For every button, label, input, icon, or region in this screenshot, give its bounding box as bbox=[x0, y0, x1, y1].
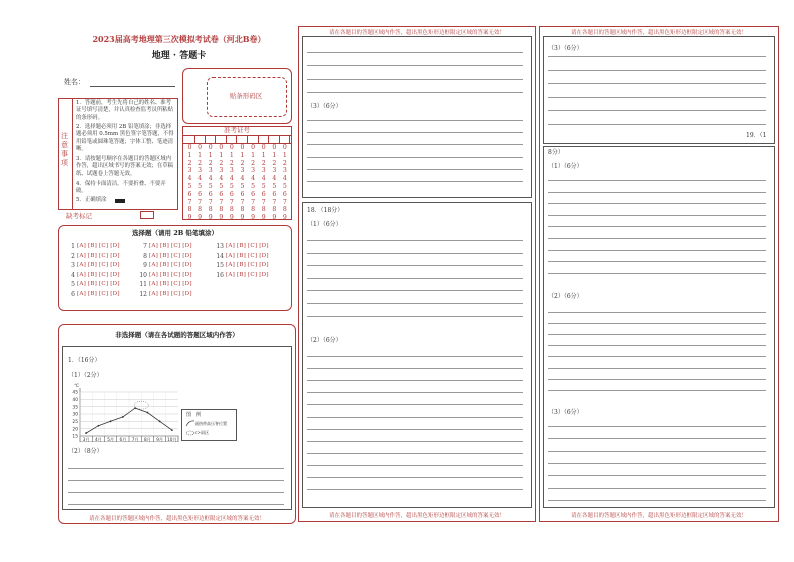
barcode-area bbox=[182, 68, 292, 124]
zkz-digit[interactable]: 3 bbox=[272, 167, 277, 175]
zkz-digit[interactable]: 0 bbox=[219, 144, 224, 151]
page-title: 2023届高考地理第三次模拟考试卷（河北B卷） bbox=[92, 34, 266, 44]
zkz-digit[interactable]: 3 bbox=[219, 167, 224, 175]
chart-xtick: 5月 bbox=[107, 436, 115, 442]
zkz-digit[interactable]: 8 bbox=[219, 206, 224, 214]
answer-line[interactable] bbox=[548, 312, 766, 313]
legend-item-2: c>雨区 bbox=[195, 430, 210, 435]
zkz-digit-column bbox=[238, 144, 247, 222]
col2-answer-area-b bbox=[302, 202, 532, 508]
answer-line[interactable] bbox=[548, 215, 766, 216]
answer-line[interactable] bbox=[548, 110, 766, 111]
zkz-digit[interactable]: 5 bbox=[282, 182, 287, 190]
answer-line[interactable] bbox=[307, 392, 523, 393]
answer-line[interactable] bbox=[548, 334, 766, 335]
answer-line[interactable] bbox=[307, 429, 523, 430]
zkz-digit[interactable]: 9 bbox=[272, 214, 277, 222]
choice-number: 4 bbox=[71, 271, 75, 279]
zkz-digit[interactable]: 1 bbox=[229, 151, 234, 159]
q19-3-label: （3）（6分） bbox=[548, 409, 583, 416]
chart-point bbox=[97, 425, 99, 427]
zkz-digit[interactable]: 2 bbox=[272, 159, 277, 167]
q19-label-a: 19．（1 bbox=[746, 132, 767, 139]
answer-line[interactable] bbox=[548, 426, 766, 427]
notice-item-1: 1．答题前，考生先将自己的姓名、准考证号填写清楚，并认真检查监考员所粘贴的条形码。 bbox=[76, 100, 174, 121]
zkz-digit[interactable]: 0 bbox=[272, 144, 277, 151]
zkz-digit[interactable]: 2 bbox=[219, 159, 224, 167]
answer-line[interactable] bbox=[548, 238, 766, 239]
chart-ylabel: ℃ bbox=[74, 384, 80, 389]
zkz-digit[interactable]: 4 bbox=[229, 175, 234, 183]
zkz-digit[interactable]: 3 bbox=[187, 167, 192, 175]
choice-title: 选择题（请用 2B 铅笔填涂） bbox=[131, 229, 219, 237]
zkz-digit[interactable]: 7 bbox=[240, 198, 245, 206]
answer-line[interactable] bbox=[548, 97, 766, 98]
chart-xtick: 9月 bbox=[156, 436, 164, 442]
zkz-digit[interactable]: 1 bbox=[251, 151, 256, 159]
zkz-digit[interactable]: 7 bbox=[282, 198, 287, 206]
zkz-digit[interactable]: 6 bbox=[187, 190, 192, 198]
notice-item-2: 2．选择题必须用 2B 铅笔填涂；非选择题必须用 0.5mm 黑色签字笔答题，不得用铅笔或圆珠笔答题；字体工整、笔迹清晰。 bbox=[76, 124, 174, 153]
absent-label: 缺考标记 bbox=[66, 212, 92, 220]
q1-label: 1．（16分） bbox=[68, 357, 101, 364]
answer-line[interactable] bbox=[548, 390, 766, 391]
answer-line[interactable] bbox=[548, 226, 766, 227]
zkz-digit[interactable]: 1 bbox=[198, 151, 203, 159]
answer-line[interactable] bbox=[548, 70, 766, 71]
zkz-input-cell[interactable] bbox=[185, 135, 195, 143]
zkz-digit[interactable]: 8 bbox=[187, 206, 192, 214]
climate-chart bbox=[66, 380, 186, 442]
zkz-digit[interactable]: 7 bbox=[198, 198, 203, 206]
chart-point bbox=[146, 412, 148, 414]
answer-line[interactable] bbox=[307, 441, 523, 442]
chart-point bbox=[85, 432, 87, 434]
zkz-digit[interactable]: 5 bbox=[208, 182, 213, 190]
notice-item-5: 5．正确填涂 bbox=[76, 197, 107, 203]
col3-answer-area-a bbox=[543, 36, 775, 144]
answer-line[interactable] bbox=[68, 468, 284, 469]
answer-line[interactable] bbox=[68, 480, 284, 481]
answer-line[interactable] bbox=[548, 356, 766, 357]
chart-xtick: 4月 bbox=[94, 436, 102, 442]
answer-line[interactable] bbox=[548, 124, 766, 125]
answer-line[interactable] bbox=[307, 92, 523, 93]
choice-number: 11 bbox=[139, 281, 147, 289]
answer-line[interactable] bbox=[548, 475, 766, 476]
zkz-digit[interactable]: 8 bbox=[240, 206, 245, 214]
choice-options[interactable]: [A] [B] [C] [D] bbox=[149, 243, 192, 249]
zkz-digit[interactable]: 4 bbox=[219, 175, 224, 183]
zkz-digit[interactable]: 1 bbox=[261, 151, 266, 159]
answer-line[interactable] bbox=[307, 169, 523, 170]
zkz-digit[interactable]: 7 bbox=[187, 198, 192, 206]
zkz-digit[interactable]: 8 bbox=[272, 206, 277, 214]
zkz-digit[interactable]: 2 bbox=[187, 159, 192, 167]
col2-q3-label: （3）（6分） bbox=[307, 103, 342, 110]
chart-point bbox=[171, 429, 173, 431]
answer-line[interactable] bbox=[307, 380, 523, 381]
zkz-digit-column bbox=[249, 144, 258, 222]
answer-line[interactable] bbox=[307, 265, 523, 266]
choice-options[interactable]: [A] [B] [C] [D] bbox=[149, 262, 192, 269]
choice-options[interactable]: [A] [B] [C] [D] bbox=[77, 262, 120, 269]
zkz-digit[interactable]: 4 bbox=[282, 175, 287, 183]
zkz-digit[interactable]: 5 bbox=[198, 182, 203, 190]
answer-line[interactable] bbox=[307, 477, 523, 478]
choice-options[interactable]: [A] [B] [C] [D] bbox=[226, 252, 269, 259]
zkz-digit[interactable]: 0 bbox=[240, 144, 245, 151]
col3-q3-label: （3）（6分） bbox=[548, 45, 583, 52]
q1-1-label: （1）（2分） bbox=[68, 372, 103, 379]
answer-line[interactable] bbox=[307, 253, 523, 254]
notice-label: 注意事项 bbox=[61, 132, 68, 167]
answer-line[interactable] bbox=[307, 144, 523, 145]
choice-number: 12 bbox=[139, 291, 147, 298]
zkz-digit[interactable]: 7 bbox=[208, 198, 213, 206]
choice-options[interactable]: [A] [B] [C] [D] bbox=[149, 281, 192, 288]
choice-number: 6 bbox=[71, 291, 75, 298]
zkz-digit[interactable]: 6 bbox=[272, 190, 277, 198]
zkz-digit[interactable]: 9 bbox=[219, 214, 224, 222]
zkz-digit[interactable]: 3 bbox=[198, 167, 203, 175]
zkz-digit[interactable]: 7 bbox=[251, 198, 256, 206]
answer-line[interactable] bbox=[307, 316, 523, 317]
zkz-digit[interactable]: 4 bbox=[198, 175, 203, 183]
q18-1-label: （1）（6分） bbox=[307, 221, 342, 228]
answer-line[interactable] bbox=[307, 120, 523, 121]
col3-bottom-note: 请在各题目的答题区域内作答，超出黑色矩形边框限定区域的答案无效！ bbox=[570, 513, 747, 519]
zkz-input-cell[interactable] bbox=[259, 135, 269, 143]
zkz-digit[interactable]: 5 bbox=[219, 182, 224, 190]
absent-mark-box[interactable] bbox=[140, 211, 154, 219]
legend-item-1: 副热带高压脊位置 bbox=[195, 421, 227, 426]
zkz-digit[interactable]: 5 bbox=[251, 182, 256, 190]
answer-line[interactable] bbox=[307, 157, 523, 158]
zkz-input-cell[interactable] bbox=[227, 135, 237, 143]
answer-line[interactable] bbox=[307, 417, 523, 418]
zkz-digit[interactable]: 2 bbox=[198, 159, 203, 167]
legend-rain-icon bbox=[185, 430, 195, 436]
zkz-digit[interactable]: 3 bbox=[261, 167, 266, 175]
chart-ytick: 15 bbox=[72, 434, 78, 440]
chart-point bbox=[110, 420, 112, 422]
answer-line[interactable] bbox=[548, 438, 766, 439]
name-field[interactable] bbox=[90, 86, 175, 87]
col2-bottom-note: 请在各题目的答题区域内作答，超出黑色矩形边框限定区域的答案无效！ bbox=[328, 513, 505, 519]
filled-sample bbox=[115, 199, 125, 203]
zkz-digit[interactable]: 2 bbox=[282, 159, 287, 167]
chart-xtick: 8月 bbox=[143, 436, 151, 442]
zkz-digit[interactable]: 5 bbox=[240, 182, 245, 190]
zkz-digit[interactable]: 6 bbox=[282, 190, 287, 198]
zkz-digit[interactable]: 0 bbox=[208, 144, 213, 151]
answer-line[interactable] bbox=[548, 192, 766, 193]
answer-line[interactable] bbox=[548, 345, 766, 346]
choice-options[interactable]: [A] [B] [C] [D] bbox=[149, 291, 192, 297]
answer-line[interactable] bbox=[307, 404, 523, 405]
zkz-digit-column bbox=[280, 144, 289, 222]
zkz-digit-column bbox=[206, 144, 215, 222]
q19-1-label: （1）（6分） bbox=[548, 163, 583, 170]
zkz-input-cell[interactable] bbox=[280, 135, 290, 143]
answer-line[interactable] bbox=[307, 465, 523, 466]
zkz-digit[interactable]: 4 bbox=[187, 175, 192, 183]
notice-item-4: 4．保持卡面清洁，不要折叠、不要弄破。 bbox=[76, 181, 166, 195]
answer-line[interactable] bbox=[548, 323, 766, 324]
answer-line[interactable] bbox=[548, 250, 766, 251]
q18-2-label: （2）（6分） bbox=[307, 337, 342, 344]
zkz-digit[interactable]: 2 bbox=[229, 159, 234, 167]
zkz-digit-column bbox=[185, 144, 194, 222]
choice-options[interactable]: [A] [B] [C] [D] bbox=[226, 262, 269, 269]
page-subtitle: 地理 · 答题卡 bbox=[151, 51, 207, 61]
zkz-digit[interactable]: 1 bbox=[187, 151, 192, 159]
zkz-digit[interactable]: 8 bbox=[261, 206, 266, 214]
zkz-digit[interactable]: 8 bbox=[198, 206, 203, 214]
answer-line[interactable] bbox=[548, 261, 766, 262]
choice-options[interactable]: [A] [B] [C] [D] bbox=[149, 252, 192, 259]
zkz-input-cell[interactable] bbox=[217, 135, 227, 143]
choice-number: 7 bbox=[143, 243, 147, 250]
zkz-digit[interactable]: 9 bbox=[261, 214, 266, 222]
answer-line[interactable] bbox=[68, 492, 284, 493]
notice-divider bbox=[72, 98, 73, 210]
answer-line[interactable] bbox=[307, 303, 523, 304]
col2-top-note: 请在各题目的答题区域内作答，超出黑色矩形边框限定区域的答案无效！ bbox=[328, 30, 505, 36]
zkz-digit[interactable]: 1 bbox=[282, 151, 287, 159]
zkz-digit-column bbox=[270, 144, 279, 222]
chart-ytick: 35 bbox=[72, 405, 78, 411]
answer-line[interactable] bbox=[548, 56, 766, 57]
choice-number: 15 bbox=[216, 262, 224, 270]
zkz-digit[interactable]: 4 bbox=[261, 175, 266, 183]
answer-line[interactable] bbox=[548, 180, 766, 181]
zkz-digit[interactable]: 2 bbox=[251, 159, 256, 167]
answer-line[interactable] bbox=[307, 290, 523, 291]
barcode-label: 贴条形码区 bbox=[229, 92, 263, 100]
answer-line[interactable] bbox=[548, 203, 766, 204]
zkz-digit[interactable]: 1 bbox=[219, 151, 224, 159]
zkz-digit[interactable]: 9 bbox=[198, 214, 203, 222]
chart-ytick: 30 bbox=[72, 412, 78, 418]
zkz-digit[interactable]: 1 bbox=[272, 151, 277, 159]
zkz-digit[interactable]: 8 bbox=[282, 206, 287, 214]
q19-2-label: （2）（6分） bbox=[548, 293, 583, 300]
answer-line[interactable] bbox=[548, 83, 766, 84]
chart-xtick: 10月 bbox=[167, 436, 177, 442]
zkz-digit[interactable]: 4 bbox=[272, 175, 277, 183]
choice-number: 1 bbox=[71, 243, 75, 250]
answer-line[interactable] bbox=[548, 379, 766, 380]
zkz-digit[interactable]: 4 bbox=[240, 175, 245, 183]
zkz-digit-column bbox=[227, 144, 236, 222]
answer-line[interactable] bbox=[548, 463, 766, 464]
zkz-digit[interactable]: 6 bbox=[251, 190, 256, 198]
choice-options[interactable]: [A] [B] [C] [D] bbox=[77, 252, 120, 259]
zkz-digit[interactable]: 8 bbox=[251, 206, 256, 214]
zkz-digit[interactable]: 6 bbox=[229, 190, 234, 198]
zkz-digit[interactable]: 9 bbox=[187, 214, 192, 222]
zkz-digit-column bbox=[259, 144, 268, 222]
zkz-digit-column bbox=[217, 144, 226, 222]
zkz-digit[interactable]: 8 bbox=[229, 206, 234, 214]
zkz-digit[interactable]: 5 bbox=[272, 182, 277, 190]
answer-line[interactable] bbox=[548, 500, 766, 501]
choice-options[interactable]: [A] [B] [C] [D] bbox=[149, 271, 192, 278]
zkz-digit[interactable]: 9 bbox=[282, 214, 287, 222]
col1-bottom-note: 请在各题目的答题区域内作答，超出黑色矩形边框限定区域的答案无效！ bbox=[88, 516, 265, 522]
choice-options[interactable]: [A] [B] [C] [D] bbox=[226, 271, 269, 278]
zkz-input-cell[interactable] bbox=[270, 135, 280, 143]
q18-label: 18．（18分） bbox=[307, 207, 344, 214]
choice-options[interactable]: [A] [B] [C] [D] bbox=[77, 271, 120, 278]
chart-xtick: 6月 bbox=[119, 436, 127, 442]
zkz-digit[interactable]: 1 bbox=[208, 151, 213, 159]
answer-line[interactable] bbox=[548, 488, 766, 489]
choice-number: 8 bbox=[143, 252, 147, 260]
chart-ytick: 45 bbox=[72, 390, 78, 396]
zkz-digit[interactable]: 1 bbox=[240, 151, 245, 159]
zkz-digit[interactable]: 3 bbox=[282, 167, 287, 175]
zkz-digit[interactable]: 2 bbox=[208, 159, 213, 167]
choice-number: 9 bbox=[143, 262, 147, 270]
chart-xtick: 7月 bbox=[131, 436, 139, 442]
col3-top-note: 请在各题目的答题区域内作答，超出黑色矩形边框限定区域的答案无效！ bbox=[570, 30, 747, 36]
zkz-digit[interactable]: 7 bbox=[219, 198, 224, 206]
choice-number: 2 bbox=[71, 252, 75, 260]
chart-ytick: 25 bbox=[72, 419, 78, 425]
zkz-digit[interactable]: 7 bbox=[261, 198, 266, 206]
answer-line[interactable] bbox=[307, 453, 523, 454]
zkz-digit[interactable]: 7 bbox=[272, 198, 277, 206]
choice-options[interactable]: [A] [B] [C] [D] bbox=[77, 291, 120, 297]
zkz-digit[interactable]: 0 bbox=[187, 144, 192, 151]
answer-line[interactable] bbox=[307, 65, 523, 66]
zkz-digit[interactable]: 4 bbox=[251, 175, 256, 183]
zkz-digit[interactable]: 6 bbox=[240, 190, 245, 198]
zkz-digit[interactable]: 6 bbox=[208, 190, 213, 198]
zkz-digit-column bbox=[196, 144, 205, 222]
answer-line[interactable] bbox=[68, 504, 284, 505]
legend-title: 图 例 bbox=[186, 412, 202, 418]
zkz-digit[interactable]: 0 bbox=[261, 144, 266, 151]
zkz-digit[interactable]: 7 bbox=[229, 198, 234, 206]
zkz-digit[interactable]: 6 bbox=[219, 190, 224, 198]
choice-number: 10 bbox=[139, 271, 147, 279]
chart-ytick: 20 bbox=[72, 427, 78, 433]
legend-line-icon bbox=[185, 419, 195, 427]
zkz-digit[interactable]: 2 bbox=[240, 159, 245, 167]
chart-ytick: 40 bbox=[72, 397, 78, 403]
zkz-digit[interactable]: 6 bbox=[261, 190, 266, 198]
answer-line[interactable] bbox=[548, 451, 766, 452]
zkz-digit[interactable]: 0 bbox=[282, 144, 287, 151]
answer-line[interactable] bbox=[548, 368, 766, 369]
zkz-input-cell[interactable] bbox=[238, 135, 248, 143]
zkz-digit[interactable]: 5 bbox=[261, 182, 266, 190]
choice-number: 16 bbox=[216, 271, 224, 279]
chart-legend bbox=[181, 409, 237, 441]
zkz-digit[interactable]: 9 bbox=[229, 214, 234, 222]
chart-point bbox=[122, 416, 124, 418]
zkz-digit[interactable]: 3 bbox=[208, 167, 213, 175]
zkz-digit[interactable]: 3 bbox=[229, 167, 234, 175]
zkz-input-cell[interactable] bbox=[196, 135, 206, 143]
zkz-digit[interactable]: 0 bbox=[229, 144, 234, 151]
zkz-digit[interactable]: 0 bbox=[198, 144, 203, 151]
zkz-digit[interactable]: 5 bbox=[229, 182, 234, 190]
zkz-digit[interactable]: 4 bbox=[208, 175, 213, 183]
zkz-input-cell[interactable] bbox=[206, 135, 216, 143]
zkz-digit[interactable]: 9 bbox=[251, 214, 256, 222]
answer-line[interactable] bbox=[307, 79, 523, 80]
name-label: 姓名： bbox=[64, 78, 85, 86]
zkz-digit[interactable]: 2 bbox=[261, 159, 266, 167]
answer-line[interactable] bbox=[307, 278, 523, 279]
answer-line[interactable] bbox=[307, 181, 523, 182]
notice-item-3: 3．请按题号顺序在各题目的答题区域内作答，超出区域书写的答案无效；在草稿纸、试题卷上答题无效。 bbox=[76, 156, 174, 177]
zkz-label: 准考证号 bbox=[224, 126, 250, 134]
zkz-digit[interactable]: 5 bbox=[187, 182, 192, 190]
answer-line[interactable] bbox=[548, 273, 766, 274]
zkz-digit[interactable]: 3 bbox=[251, 167, 256, 175]
choice-options[interactable]: [A] [B] [C] [D] bbox=[226, 243, 269, 249]
zkz-digit[interactable]: 8 bbox=[208, 206, 213, 214]
answer-line[interactable] bbox=[307, 132, 523, 133]
choice-number: 13 bbox=[216, 243, 224, 250]
q1-2-label: （2）（8分） bbox=[68, 448, 103, 455]
choice-number: 14 bbox=[216, 252, 224, 260]
choice-number: 5 bbox=[71, 281, 75, 289]
zkz-digit[interactable]: 3 bbox=[240, 167, 245, 175]
answer-line[interactable] bbox=[307, 489, 523, 490]
zkz-digit[interactable]: 9 bbox=[240, 214, 245, 222]
q19-label-b: 8分） bbox=[548, 149, 564, 156]
choice-options[interactable]: [A] [B] [C] [D] bbox=[77, 243, 120, 249]
answer-line[interactable] bbox=[307, 368, 523, 369]
col3-answer-area-b bbox=[543, 146, 775, 508]
chart-point bbox=[159, 420, 161, 422]
choice-options[interactable]: [A] [B] [C] [D] bbox=[77, 281, 120, 288]
nonchoice-title: 非选择题（请在各试题的答题区域内作答） bbox=[115, 331, 239, 339]
answer-line[interactable] bbox=[307, 356, 523, 357]
answer-line[interactable] bbox=[307, 240, 523, 241]
zkz-digit[interactable]: 0 bbox=[251, 144, 256, 151]
col2-answer-area-a bbox=[302, 36, 532, 198]
answer-line[interactable] bbox=[307, 52, 523, 53]
choice-number: 3 bbox=[71, 262, 75, 270]
zkz-digit[interactable]: 9 bbox=[208, 214, 213, 222]
chart-xtick: 3月 bbox=[82, 436, 90, 442]
zkz-digit[interactable]: 6 bbox=[198, 190, 203, 198]
zkz-input-cell[interactable] bbox=[249, 135, 259, 143]
